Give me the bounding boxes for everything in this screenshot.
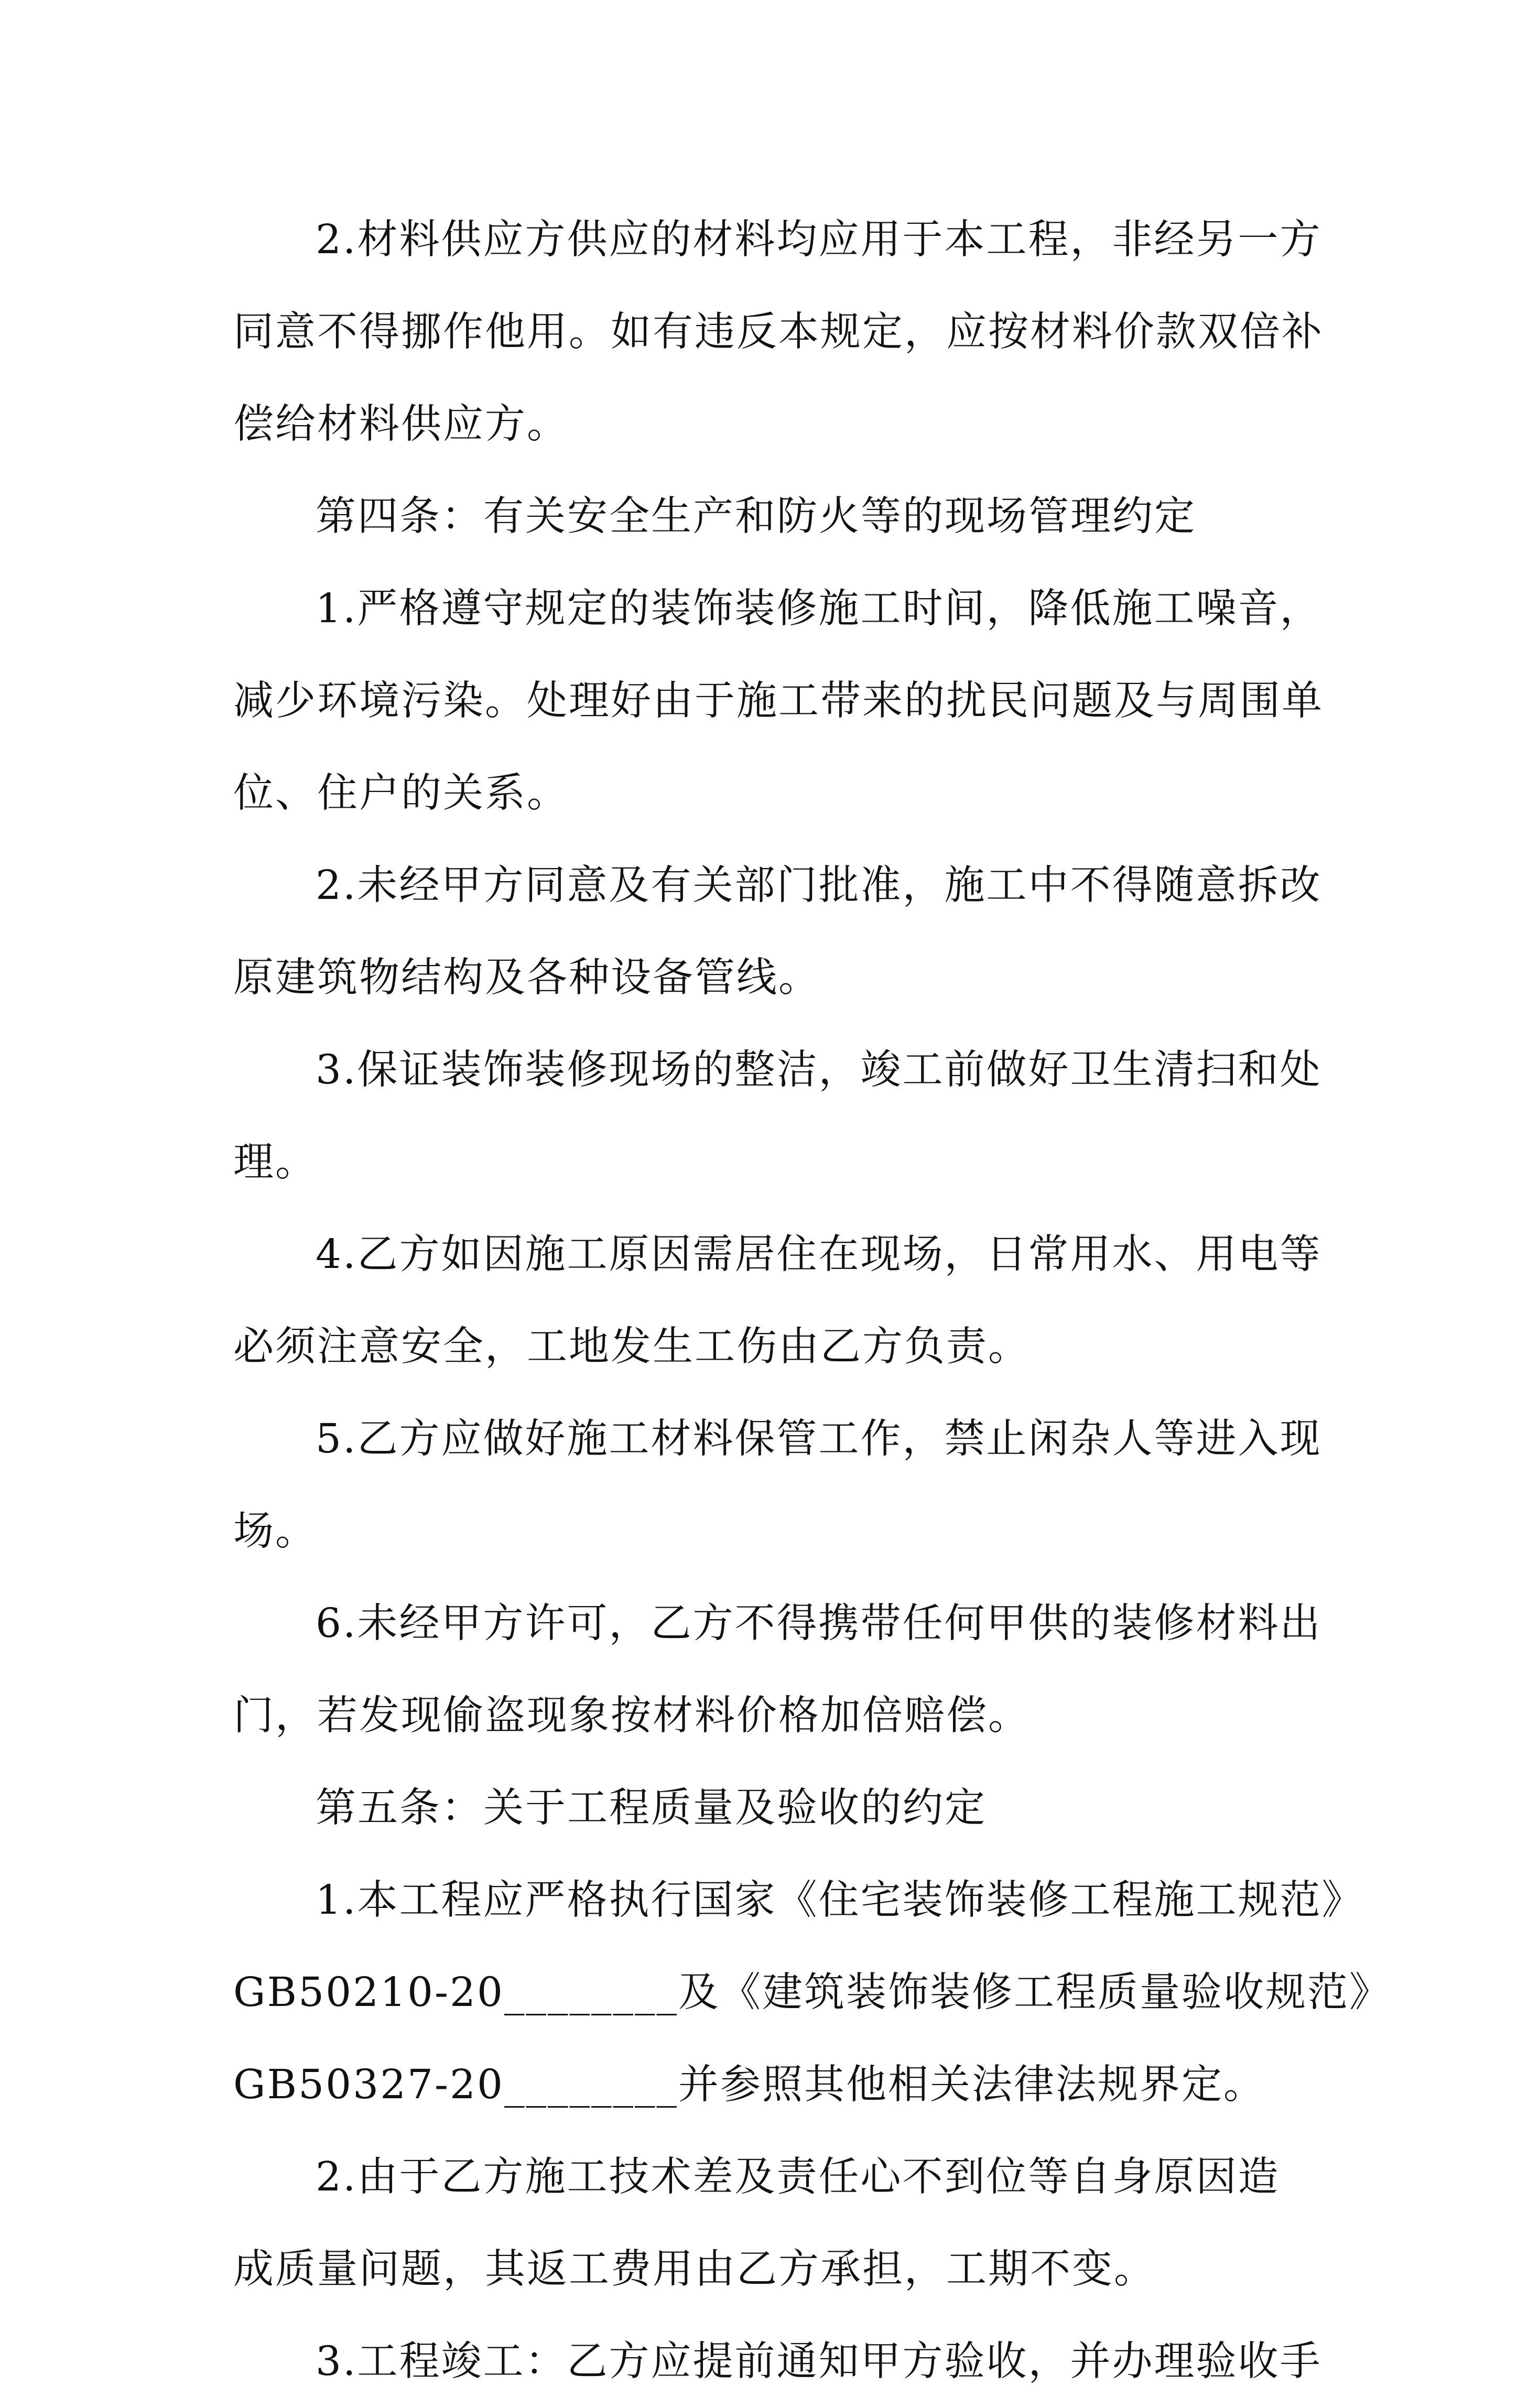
text-line: 3.保证装饰装修现场的整洁，竣工前做好卫生清扫和处: [316, 1047, 1322, 1093]
text-line: 3.工程竣工：乙方应提前通知甲方验收，并办理验收手: [316, 2338, 1322, 2385]
text-line: 2.未经甲方同意及有关部门批准，施工中不得随意拆改: [316, 862, 1322, 909]
text-line: 减少环境污染。处理好由于施工带来的扰民问题及与周围单: [233, 678, 1324, 724]
text-line: 4.乙方如因施工原因需居住在现场，日常用水、用电等: [316, 1231, 1322, 1278]
text-line: GB50210-20________及《建筑装饰装修工程质量验收规范》: [233, 1969, 1392, 2016]
text-line: 6.未经甲方许可，乙方不得携带任何甲供的装修材料出: [316, 1600, 1322, 1647]
text-line: 1.严格遵守规定的装饰装修施工时间，降低施工噪音，: [316, 585, 1322, 632]
text-line: 2.材料供应方供应的材料均应用于本工程，非经另一方: [316, 216, 1322, 263]
text-line: 2.由于乙方施工技术差及责任心不到位等自身原因造: [316, 2154, 1280, 2200]
text-line: 场。: [233, 1508, 317, 1555]
text-line: 偿给材料供应方。: [233, 401, 569, 448]
text-line: 原建筑物结构及各种设备管线。: [233, 954, 820, 1001]
text-line: 1.本工程应严格执行国家《住宅装饰装修工程施工规范》: [316, 1877, 1364, 1924]
text-line: 理。: [233, 1139, 317, 1186]
section-heading: 第五条：关于工程质量及验收的约定: [316, 1785, 987, 1831]
text-line: 门，若发现偷盗现象按材料价格加倍赔偿。: [233, 1693, 1030, 1739]
text-line: GB50327-20________并参照其他相关法律法规界定。: [233, 2062, 1266, 2108]
text-line: 5.乙方应做好施工材料保管工作，禁止闲杂人等进入现: [316, 1416, 1322, 1462]
text-line: 必须注意安全，工地发生工伤由乙方负责。: [233, 1324, 1030, 1370]
document-page: [233, 194, 1392, 2408]
text-line: 成质量问题，其返工费用由乙方承担，工期不变。: [233, 2246, 1156, 2293]
text-line: 位、住户的关系。: [233, 770, 569, 817]
text-line: 同意不得挪作他用。如有违反本规定，应按材料价款双倍补: [233, 309, 1324, 355]
section-heading: 第四条：有关安全生产和防火等的现场管理约定: [316, 493, 1196, 540]
